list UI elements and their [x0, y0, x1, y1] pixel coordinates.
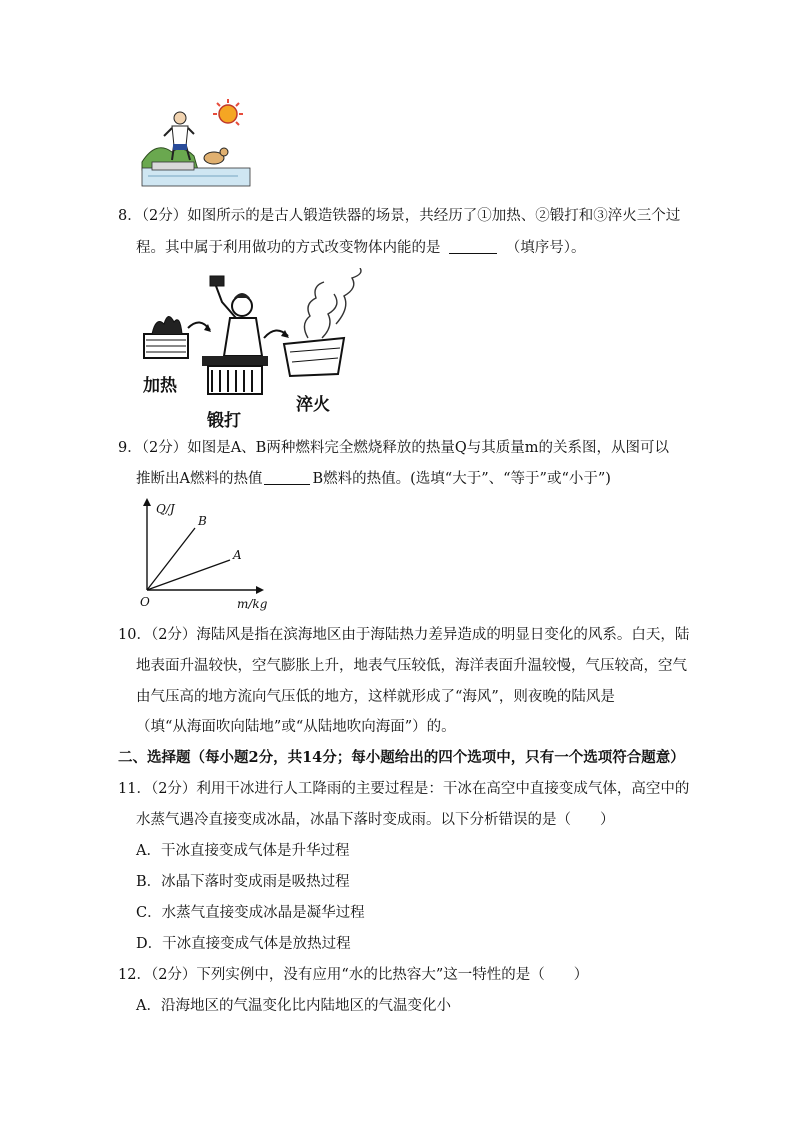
- q11-option-d[interactable]: D．干冰直接变成气体是放热过程: [136, 936, 351, 952]
- section-2-heading: 二、选择题（每小题2分，共14分；每小题给出的四个选项中，只有一个选项符合题意）: [118, 749, 685, 766]
- graph-label-b: B: [198, 514, 207, 528]
- q10-line4: （填“从海面吹向陆地”或“从陆地吹向海面”）的。: [136, 719, 456, 735]
- q9-line2-post: B燃料的热值。(选填“大于”、“等于”或“小于”): [312, 471, 611, 487]
- q11-option-b[interactable]: B．冰晶下落时变成雨是吸热过程: [136, 874, 350, 890]
- q11-line1: 11．（2分）利用干冰进行人工降雨的主要过程是：干冰在高空中直接变成气体，高空中的: [118, 781, 690, 797]
- q9-answer-blank[interactable]: [264, 470, 310, 485]
- q10-line1: 10．（2分）海陆风是指在滨海地区由于海陆热力差异造成的明显日变化的风系。白天，陆: [118, 627, 690, 643]
- top-illustration: [138, 96, 254, 192]
- q8-line2-pre: 程。其中属于利用做功的方式改变物体内能的是: [136, 240, 441, 256]
- q12-option-a[interactable]: A．沿海地区的气温变化比内陆地区的气温变化小: [136, 998, 451, 1014]
- graph-origin: O: [140, 595, 150, 609]
- label-heat: 加热: [143, 376, 177, 396]
- q10-line3: 由气压高的地方流向气压低的地方，这样就形成了“海风”，则夜晚的陆风是: [136, 689, 615, 705]
- graph-label-a: A: [233, 548, 242, 562]
- q8-answer-blank[interactable]: [449, 239, 497, 254]
- q9-line1: 9．（2分）如图是A、B两种燃料完全燃烧释放的热量Q与其质量m的关系图，从图可以: [118, 440, 669, 456]
- q8-line2: [136, 238, 585, 258]
- q8-line2-post: （填序号）。: [505, 240, 586, 256]
- q11-option-c[interactable]: C．水蒸气直接变成冰晶是凝华过程: [136, 905, 365, 921]
- graph-line-a: [147, 560, 230, 590]
- q11-option-a[interactable]: A．干冰直接变成气体是升华过程: [136, 843, 350, 859]
- q8-line1: 8．（2分）如图所示的是古人锻造铁器的场景，共经历了①加热、②锻打和③淬火三个过: [118, 208, 681, 224]
- label-quench: 淬火: [296, 395, 330, 415]
- label-forge: 锻打: [207, 411, 241, 431]
- q9-line2-pre: 推断出A燃料的热值: [136, 471, 263, 487]
- q11-line2: 水蒸气遇冷直接变成冰晶，冰晶下落时变成雨。以下分析错误的是（ ）: [136, 812, 615, 828]
- q10-line2: 地表面升温较快，空气膨胀上升，地表气压较低，海洋表面升温较慢，气压较高，空气: [136, 658, 687, 674]
- q12-line1: 12．（2分）下列实例中，没有应用“水的比热容大”这一特性的是（ ）: [118, 967, 589, 983]
- q9-line2: [136, 469, 611, 489]
- forging-illustration: [138, 268, 388, 428]
- graph-y-label: Q/J: [156, 502, 175, 516]
- graph-x-label: m/kg: [237, 597, 268, 611]
